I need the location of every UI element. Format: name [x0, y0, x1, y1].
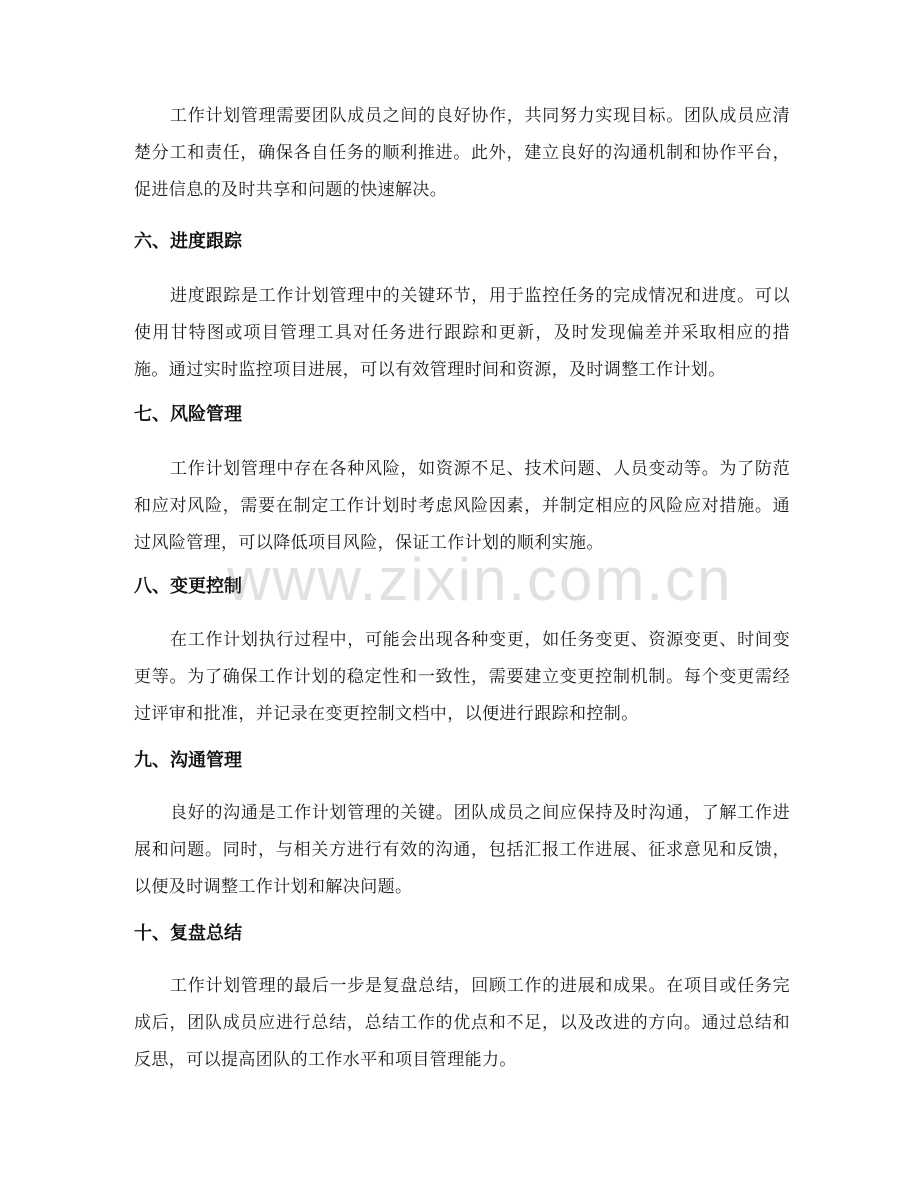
section-heading-review-summary: 十、复盘总结: [134, 923, 242, 944]
section-heading-risk-management: 七、风险管理: [134, 404, 242, 425]
section-heading-communication-management: 九、沟通管理: [134, 750, 242, 771]
section-body-communication-management: 良好的沟通是工作计划管理的关键。团队成员之间应保持及时沟通，了解工作进展和问题。同时，与相关方进行有效的沟通，包括汇报工作进展、征求意见和反馈，以便及时调整工作计划和解决问题。: [134, 803, 790, 897]
watermark: www.zixin.com.cn: [227, 546, 733, 613]
intro-paragraph: 工作计划管理需要团队成员之间的良好协作，共同努力实现目标。团队成员应清楚分工和责任，确保各自任务的顺利推进。此外，建立良好的沟通机制和协作平台，促进信息的及时共享和问题的快速解决。: [134, 106, 790, 200]
section-body-change-control: 在工作计划执行过程中，可能会出现各种变更，如任务变更、资源变更、时间变更等。为了确保工作计划的稳定性和一致性，需要建立变更控制机制。每个变更需经过评审和批准，并记录在变更控制文档中，以便进行跟踪和控制。: [134, 630, 790, 724]
section-heading-progress-tracking: 六、进度跟踪: [134, 231, 242, 252]
section-heading-change-control: 八、变更控制: [134, 576, 242, 597]
section-body-risk-management: 工作计划管理中存在各种风险，如资源不足、技术问题、人员变动等。为了防范和应对风险，需要在制定工作计划时考虑风险因素，并制定相应的风险应对措施。通过风险管理，可以降低项目风险，保证工作计划的顺利实施。: [134, 459, 790, 553]
section-body-review-summary: 工作计划管理的最后一步是复盘总结，回顾工作的进展和成果。在项目或任务完成后，团队成员应进行总结，总结工作的优点和不足，以及改进的方向。通过总结和反思，可以提高团队的工作水平和项目管理能力。: [134, 976, 790, 1070]
section-body-progress-tracking: 进度跟踪是工作计划管理中的关键环节，用于监控任务的完成情况和进度。可以使用甘特图或项目管理工具对任务进行跟踪和更新，及时发现偏差并采取相应的措施。通过实时监控项目进展，可以有效管理时间和资源，及时调整工作计划。: [134, 286, 790, 380]
